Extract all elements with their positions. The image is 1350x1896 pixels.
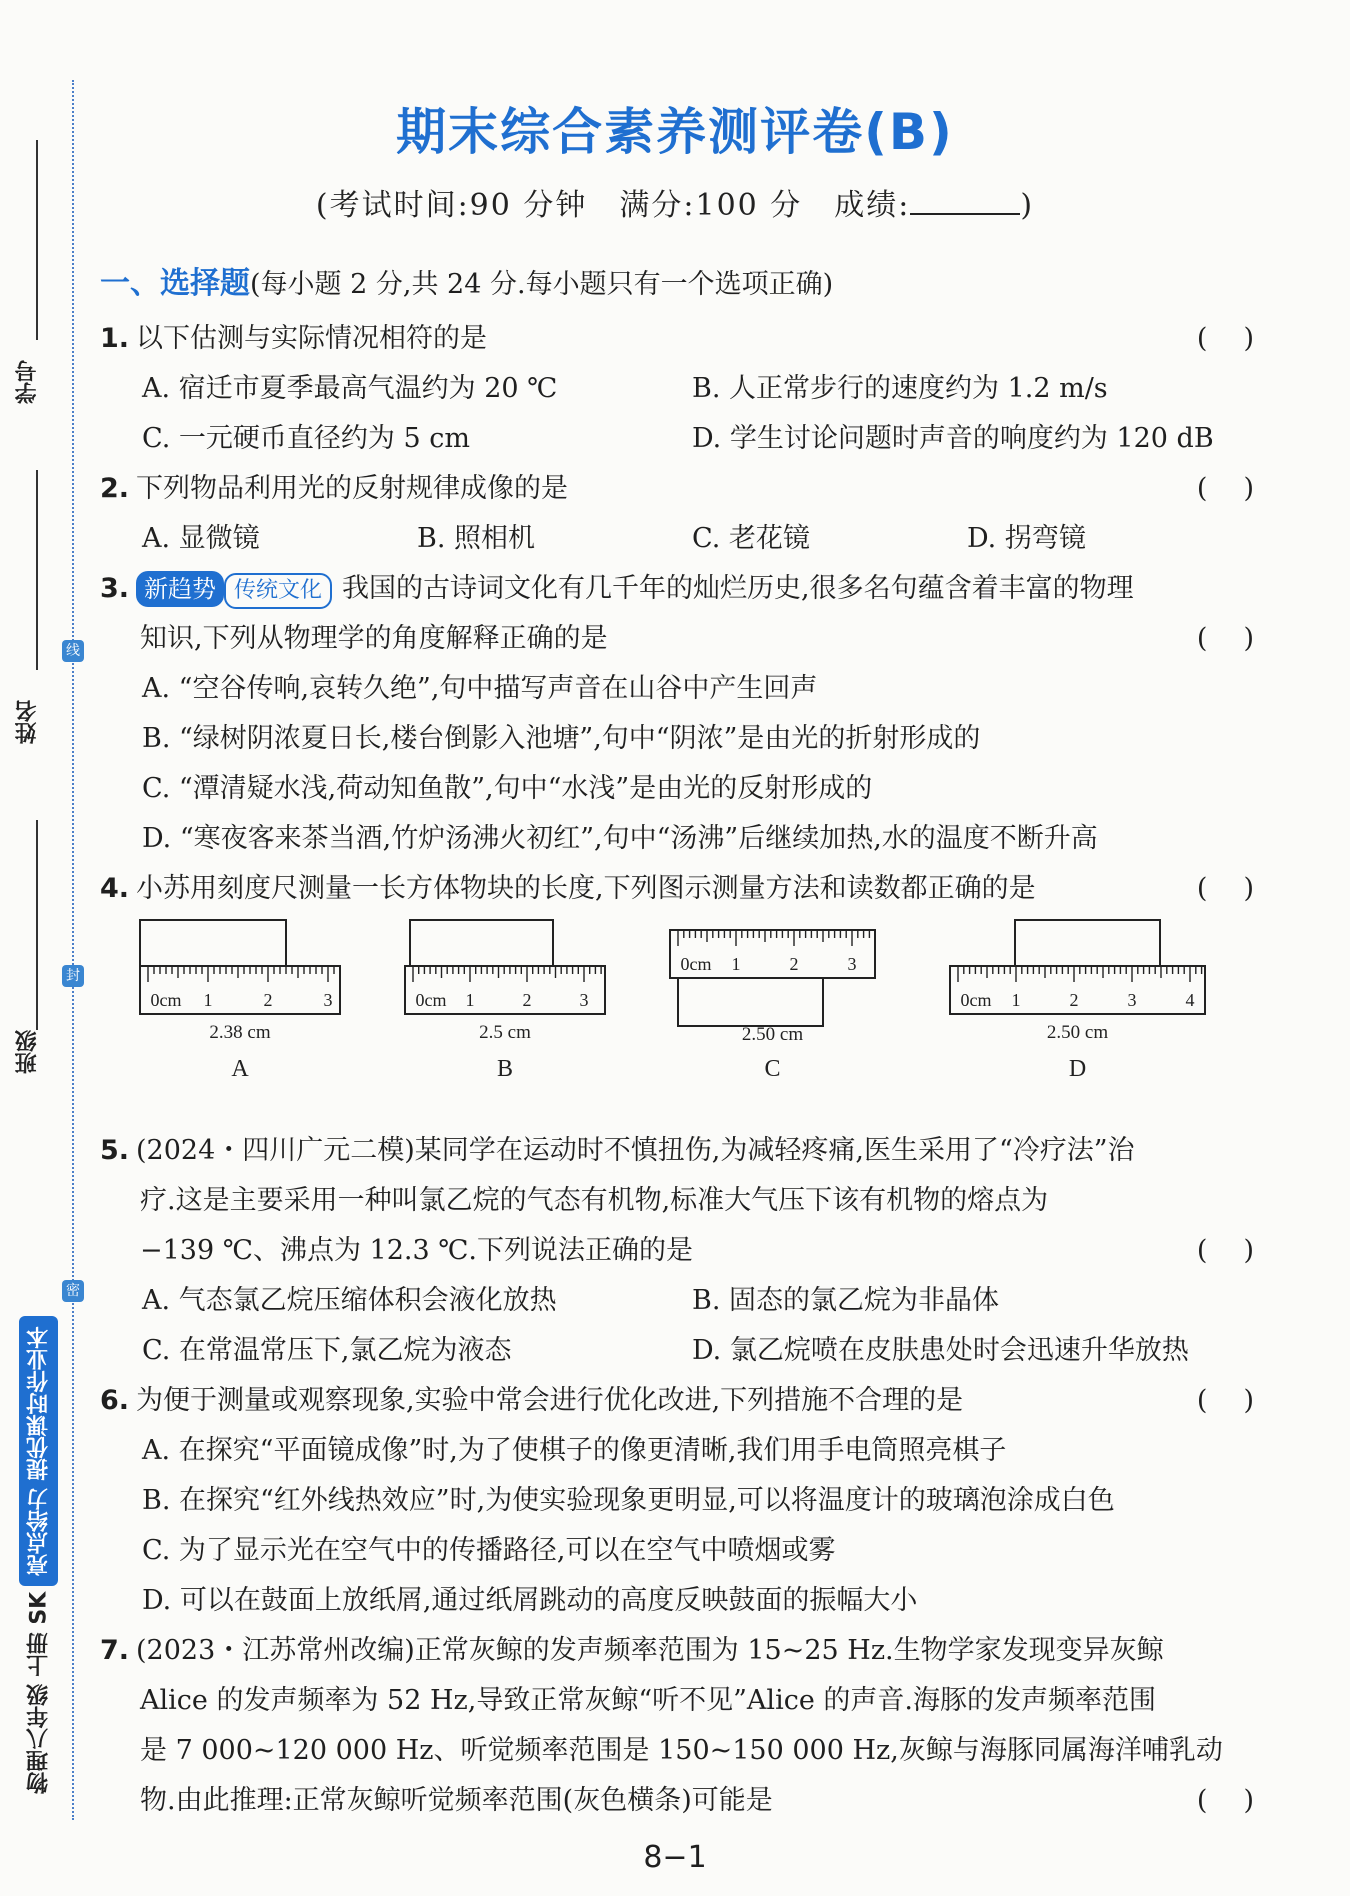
options-row (100, 1276, 1290, 1326)
question-stem: 疗.这是主要采用一种叫氯乙烷的气态有机物,标准大气压下该有机物的熔点为 (140, 1185, 1049, 1216)
tick-label: 0cm (415, 990, 447, 1010)
tick-label: 0cm (680, 954, 712, 974)
tick-label: 3 (1127, 990, 1137, 1010)
question-number: 2. (100, 473, 130, 504)
question-stem-cont (100, 1776, 1290, 1826)
book-spine (22, 1140, 56, 1800)
question-number: 5. (100, 1135, 130, 1166)
question-stem: 是 7 000~120 000 Hz、听觉频率范围是 150~150 000 Hz,灰鲸与海豚同属海洋哺乳动 (140, 1735, 1223, 1766)
answer-paren[interactable]: () (1196, 873, 1290, 904)
option-b[interactable]: B. 固态的氯乙烷为非晶体 (692, 1285, 1000, 1316)
trend-tag: 新趋势 (136, 571, 224, 607)
student-id-label: 学号 (15, 360, 40, 404)
question-stem-cont (100, 614, 1290, 664)
question-7 (100, 1626, 1290, 1676)
tick-label: 1 (465, 990, 475, 1010)
option-c[interactable]: C. 为了显示光在空气中的传播路径,可以在空气中喷烟或雾 (142, 1535, 836, 1566)
seal-xian: 线 (62, 640, 84, 662)
book-grade: 物理八年级 上册 SK (26, 1591, 52, 1794)
seal-feng: 封 (62, 965, 84, 987)
section-title: 一、选择题 (100, 266, 250, 301)
tick-label: 2 (522, 990, 532, 1010)
tick-label: 2 (1069, 990, 1079, 1010)
question-stem: 物.由此推理:正常灰鲸听觉频率范围(灰色横条)可能是 (140, 1785, 773, 1816)
question-6 (100, 1376, 1290, 1426)
question-stem: (2024・四川广元二模)某同学在运动时不慎扭伤,为减轻疼痛,医生采用了“冷疗法”治 (136, 1135, 1135, 1166)
answer-paren[interactable]: () (1196, 1235, 1290, 1266)
question-stem-cont (100, 1726, 1290, 1776)
figure-label: D (1068, 1056, 1087, 1082)
page-number: 8−1 (643, 1840, 707, 1875)
binding-margin (0, 0, 90, 1896)
seal-mi: 密 (62, 1280, 84, 1302)
reading-label: 2.50 cm (741, 1024, 804, 1045)
question-stem: 为便于测量或观察现象,实验中常会进行优化改进,下列措施不合理的是 (136, 1385, 964, 1416)
score-blank[interactable] (910, 213, 1020, 215)
question-stem-cont (100, 1176, 1290, 1226)
option-c[interactable]: C. 一元硬币直径约为 5 cm (142, 423, 470, 454)
tick-label: 3 (579, 990, 589, 1010)
figure-label: A (231, 1056, 249, 1082)
option-b[interactable]: B. 照相机 (417, 523, 536, 554)
question-stem: −139 ℃、沸点为 12.3 ℃.下列说法正确的是 (140, 1235, 694, 1266)
tick-label: 1 (731, 954, 741, 974)
section-heading (100, 258, 1290, 302)
block (678, 978, 823, 1026)
tick-label: 3 (323, 990, 333, 1010)
answer-paren[interactable]: () (1196, 473, 1290, 504)
section-note: (每小题 2 分,共 24 分.每小题只有一个选项正确) (250, 269, 834, 300)
question-stem: 下列物品利用光的反射规律成像的是 (136, 473, 568, 504)
question-4 (100, 864, 1290, 914)
option-b[interactable]: B. 在探究“红外线热效应”时,为使实验现象更明显,可以将温度计的玻璃泡涂成白色 (142, 1485, 1115, 1516)
answer-paren[interactable]: () (1196, 323, 1290, 354)
name-label: 姓名 (15, 700, 40, 744)
reading-label: 2.50 cm (1046, 1022, 1109, 1043)
figure-label: C (764, 1056, 781, 1082)
option-b[interactable]: B. 人正常步行的速度约为 1.2 m/s (692, 373, 1108, 404)
tick-label: 4 (1185, 990, 1195, 1010)
option-c[interactable]: C. 在常温常压下,氯乙烷为液态 (142, 1335, 512, 1366)
exam-info-close: ) (1020, 188, 1035, 223)
question-stem-cont (100, 1676, 1290, 1726)
question-list (100, 258, 1290, 1826)
tick-label: 0cm (960, 990, 992, 1010)
student-id-line (36, 140, 38, 340)
answer-paren[interactable]: () (1196, 1385, 1290, 1416)
question-stem: Alice 的发声频率为 52 Hz,导致正常灰鲸“听不见”Alice 的声音.海豚的发声频率范围 (140, 1685, 1156, 1716)
question-number: 7. (100, 1635, 130, 1666)
answer-paren[interactable]: () (1196, 623, 1290, 654)
block (140, 920, 286, 966)
option-a[interactable]: A. 气态氯乙烷压缩体积会液化放热 (142, 1285, 557, 1316)
options-row (100, 514, 1290, 564)
class-line (36, 820, 38, 1030)
option-a[interactable]: A. “空谷传响,哀转久绝”,句中描写声音在山谷中产生回声 (142, 673, 818, 704)
option-d[interactable]: D. 氯乙烷喷在皮肤患处时会迅速升华放热 (692, 1335, 1189, 1366)
tick-label: 3 (847, 954, 857, 974)
options-row (100, 364, 1290, 414)
book-brand: 亮点给力 提优课时作业本 (20, 1316, 59, 1586)
question-number: 1. (100, 323, 130, 354)
question-5 (100, 1126, 1290, 1176)
block (1015, 920, 1160, 966)
option-d[interactable]: D. 可以在鼓面上放纸屑,通过纸屑跳动的高度反映鼓面的振幅大小 (142, 1585, 918, 1616)
tick-label: 1 (203, 990, 213, 1010)
option-c[interactable]: C. 老花镜 (692, 523, 810, 554)
options-row (100, 414, 1290, 464)
tick-label: 1 (1011, 990, 1021, 1010)
page-title: 期末综合素养测评卷(B) (396, 103, 954, 161)
options-row (100, 1326, 1290, 1376)
question-number: 6. (100, 1385, 130, 1416)
exam-info-text: (考试时间:90 分钟 满分:100 分 成绩: (315, 188, 911, 223)
option-d[interactable]: D. 拐弯镜 (967, 523, 1086, 554)
option-a[interactable]: A. 宿迁市夏季最高气温约为 20 ℃ (142, 373, 558, 404)
question-3 (100, 564, 1290, 614)
tick-label: 0cm (150, 990, 182, 1010)
seal-line (72, 80, 74, 1820)
reading-label: 2.38 cm (209, 1022, 271, 1043)
option-d[interactable]: D. 学生讨论问题时声音的响度约为 120 dB (692, 423, 1214, 454)
exam-info (0, 180, 1350, 224)
answer-paren[interactable]: () (1196, 1785, 1290, 1816)
question-stem: (2023・江苏常州改编)正常灰鲸的发声频率范围为 15~25 Hz.生物学家发现变异灰鲸 (136, 1635, 1164, 1666)
question-stem: 知识,下列从物理学的角度解释正确的是 (140, 623, 608, 654)
name-line-top (36, 470, 38, 670)
question-2 (100, 464, 1290, 514)
reading-label: 2.5 cm (479, 1022, 531, 1043)
question-stem: 以下估测与实际情况相符的是 (136, 323, 487, 354)
option-c[interactable]: C. “潭清疑水浅,荷动知鱼散”,句中“水浅”是由光的反射形成的 (142, 773, 873, 804)
tick-label: 2 (789, 954, 799, 974)
question-stem-cont (100, 1226, 1290, 1276)
culture-tag: 传统文化 (224, 573, 332, 609)
question-number: 4. (100, 873, 130, 904)
ruler-figures (100, 918, 1290, 1118)
option-b[interactable]: B. “绿树阴浓夏日长,楼台倒影入池塘”,句中“阴浓”是由光的折射形成的 (142, 723, 981, 754)
question-stem: 我国的古诗词文化有几千年的灿烂历史,很多名句蕴含着丰富的物理 (342, 573, 1134, 604)
question-1 (100, 314, 1290, 364)
question-stem: 小苏用刻度尺测量一长方体物块的长度,下列图示测量方法和读数都正确的是 (136, 873, 1036, 904)
option-d[interactable]: D. “寒夜客来茶当酒,竹炉汤沸火初红”,句中“汤沸”后继续加热,水的温度不断升高 (142, 823, 1098, 854)
block (410, 920, 553, 966)
tick-label: 2 (263, 990, 273, 1010)
class-label: 班级 (15, 1030, 40, 1074)
question-number: 3. (100, 573, 130, 604)
option-a[interactable]: A. 在探究“平面镜成像”时,为了使棋子的像更清晰,我们用手电筒照亮棋子 (142, 1435, 1007, 1466)
figure-label: B (496, 1056, 514, 1082)
option-a[interactable]: A. 显微镜 (142, 523, 260, 554)
ruler-diagram (100, 918, 1290, 1118)
